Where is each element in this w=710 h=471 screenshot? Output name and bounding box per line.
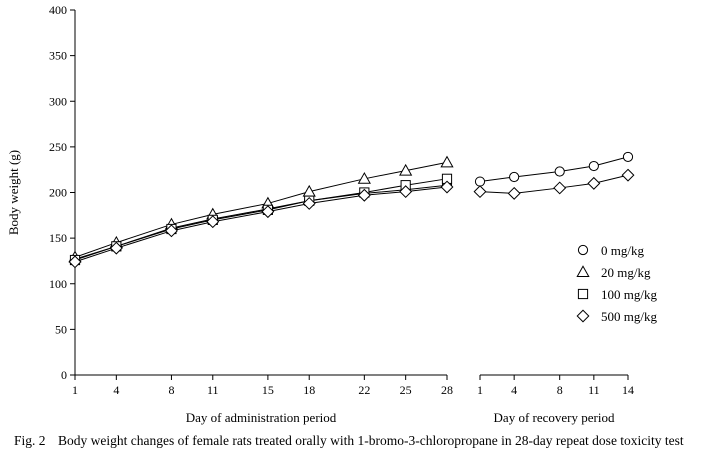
series-line — [75, 185, 447, 259]
x-tick-label: 22 — [358, 383, 371, 397]
data-point-marker — [589, 161, 598, 170]
y-tick-label: 350 — [49, 48, 67, 63]
x-axis-label: Day of recovery period — [493, 410, 615, 425]
y-tick-label: 100 — [49, 276, 67, 291]
data-point-marker — [622, 169, 634, 181]
legend-marker-diamond — [577, 310, 589, 322]
y-tick-label: 50 — [55, 322, 67, 337]
y-tick-label: 150 — [49, 231, 67, 246]
data-point-marker — [554, 182, 566, 194]
x-tick-label: 4 — [511, 383, 518, 397]
x-tick-label: 25 — [399, 383, 412, 397]
x-tick-label: 8 — [168, 383, 175, 397]
x-tick-label: 28 — [441, 383, 453, 397]
legend-label: 100 mg/kg — [601, 287, 657, 302]
series-line — [480, 175, 628, 193]
legend-marker-square — [578, 289, 587, 298]
x-tick-label: 1 — [477, 383, 483, 397]
legend-label: 500 mg/kg — [601, 309, 657, 324]
data-point-marker — [441, 157, 453, 167]
x-tick-label: 18 — [303, 383, 316, 397]
legend-marker-triangle — [577, 266, 589, 276]
x-tick-label: 11 — [206, 383, 219, 397]
caption-text: Body weight changes of female rats treated orally with 1-bromo-3-chloropropane in 28-day repeat dose toxicity test — [58, 433, 684, 448]
x-tick-label: 11 — [588, 383, 600, 397]
y-tick-label: 200 — [49, 185, 67, 200]
data-point-marker — [623, 152, 632, 161]
y-tick-label: 250 — [49, 139, 67, 154]
data-point-marker — [508, 188, 520, 200]
x-tick-label: 1 — [72, 383, 78, 397]
x-axis-label: Day of administration period — [185, 410, 337, 425]
x-tick-label: 15 — [261, 383, 274, 397]
data-point-marker — [555, 167, 564, 176]
x-tick-label: 14 — [622, 383, 634, 397]
series-line — [480, 157, 628, 182]
x-tick-label: 8 — [556, 383, 563, 397]
y-axis-label: Body weight (g) — [6, 149, 21, 236]
y-tick-label: 300 — [49, 94, 67, 109]
series-line — [75, 187, 447, 262]
y-tick-label: 0 — [61, 368, 67, 382]
data-point-marker — [474, 186, 486, 198]
legend-label: 20 mg/kg — [601, 265, 651, 280]
x-tick-label: 4 — [113, 383, 120, 397]
data-point-marker — [510, 172, 519, 181]
data-point-marker — [475, 177, 484, 186]
legend-label: 0 mg/kg — [601, 243, 644, 258]
caption-label: Fig. 2 — [14, 433, 46, 448]
data-point-marker — [588, 178, 600, 190]
figure-caption — [14, 432, 704, 450]
y-tick-label: 400 — [49, 3, 67, 17]
legend-marker-circle — [578, 245, 587, 254]
